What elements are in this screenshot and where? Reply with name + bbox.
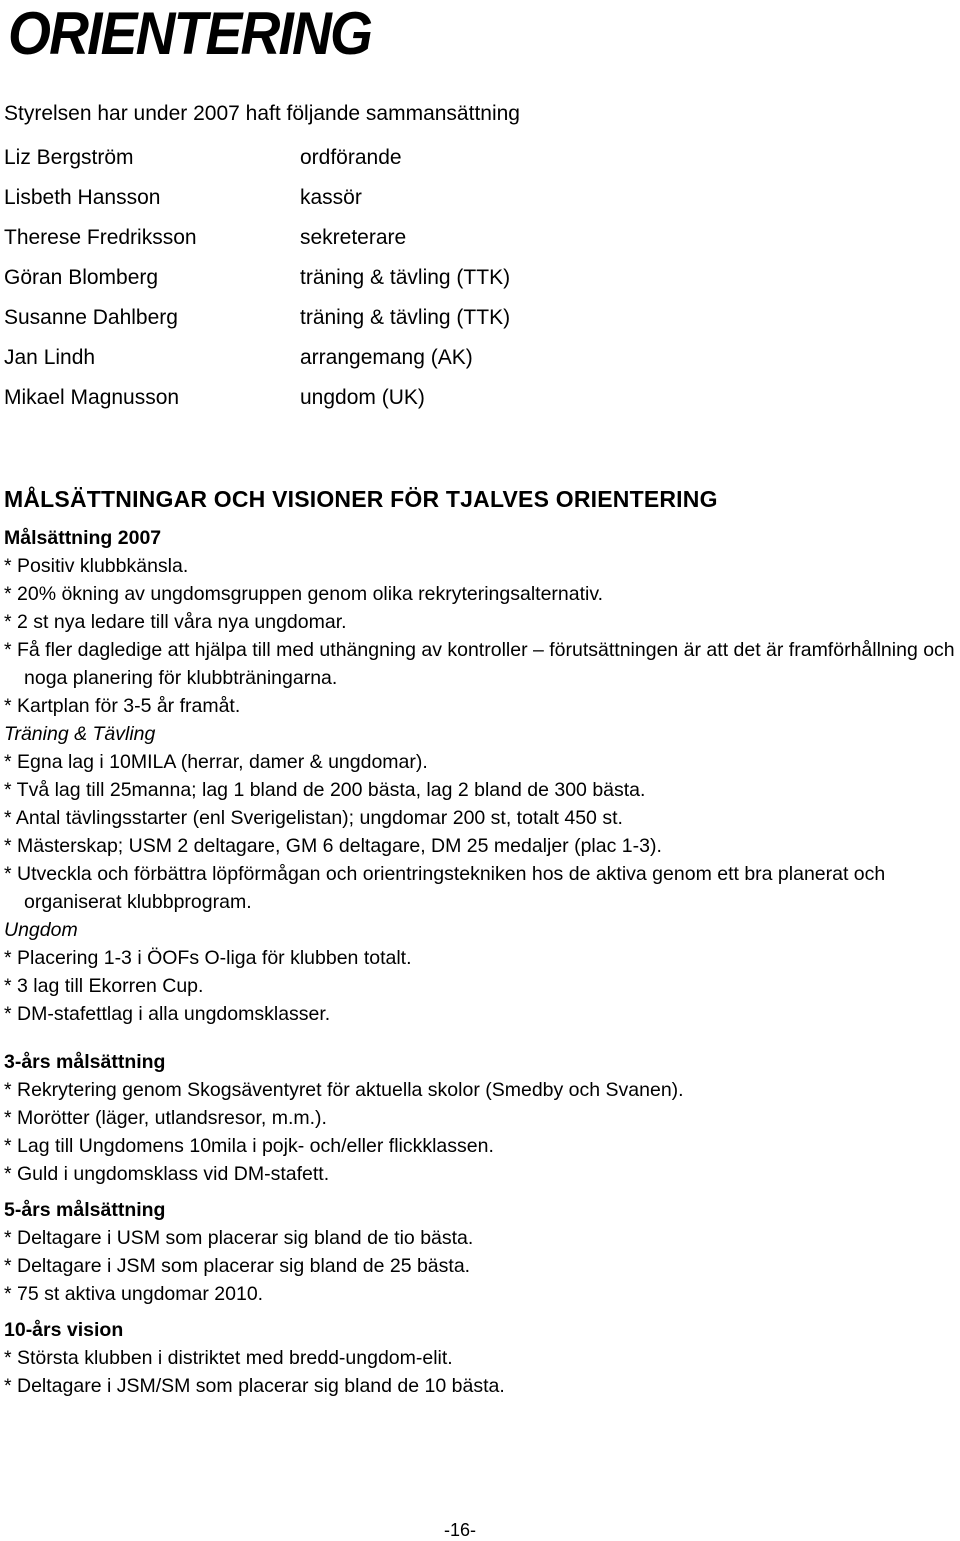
member-role: kassör xyxy=(300,186,362,209)
ten-year-heading: 10-års vision xyxy=(4,1319,124,1341)
member-name: Susanne Dahlberg xyxy=(4,306,178,329)
list-item: * Två lag till 25manna; lag 1 bland de 200 bästa, lag 2 bland de 300 bästa. xyxy=(4,779,646,801)
goal-2007-heading: Målsättning 2007 xyxy=(4,527,162,549)
three-year-list xyxy=(4,1076,960,1188)
board-member xyxy=(4,338,704,378)
member-name: Therese Fredriksson xyxy=(4,226,197,249)
board-member xyxy=(4,178,704,218)
member-name: Lisbeth Hansson xyxy=(4,186,161,209)
youth-heading: Ungdom xyxy=(4,919,78,941)
list-item: * 75 st aktiva ungdomar 2010. xyxy=(4,1283,264,1305)
list-item: * Deltagare i JSM som placerar sig bland de 25 bästa. xyxy=(4,1255,471,1277)
five-year-list xyxy=(4,1224,960,1308)
list-item: * Utveckla och förbättra löpförmågan och orientringstekniken hos de aktiva genom ett bra planerat och organiserat klubbprogram. xyxy=(4,863,886,913)
list-item: * Guld i ungdomsklass vid DM-stafett. xyxy=(4,1163,330,1185)
member-name: Mikael Magnusson xyxy=(4,386,180,409)
member-role: ordförande xyxy=(300,146,402,169)
member-role: träning & tävling (TTK) xyxy=(300,306,511,329)
member-name: Liz Bergström xyxy=(4,146,134,169)
list-item: * Morötter (läger, utlandsresor, m.m.). xyxy=(4,1107,327,1129)
member-role: träning & tävling (TTK) xyxy=(300,266,511,289)
ten-year-list xyxy=(4,1344,960,1400)
list-item: * Deltagare i USM som placerar sig bland de tio bästa. xyxy=(4,1227,474,1249)
page-title: ORIENTERING xyxy=(8,0,372,67)
list-item: * Deltagare i JSM/SM som placerar sig bland de 10 bästa. xyxy=(4,1375,505,1397)
list-item: * 3 lag till Ekorren Cup. xyxy=(4,975,204,997)
board-member xyxy=(4,298,704,338)
page-number: -16- xyxy=(443,1520,476,1540)
list-item: * 20% ökning av ungdomsgruppen genom olika rekryteringsalternativ. xyxy=(4,583,604,605)
list-item: * Antal tävlingsstarter (enl Sverigelistan); ungdomar 200 st, totalt 450 st. xyxy=(4,807,623,829)
youth-list xyxy=(4,944,960,1028)
list-item: * 2 st nya ledare till våra nya ungdomar. xyxy=(4,611,347,633)
list-item: * Mästerskap; USM 2 deltagare, GM 6 deltagare, DM 25 medaljer (plac 1-3). xyxy=(4,835,662,857)
list-item: * Rekrytering genom Skogsäventyret för aktuella skolor (Smedby och Svanen). xyxy=(4,1079,684,1101)
member-role: sekreterare xyxy=(300,226,407,249)
member-name: Jan Lindh xyxy=(4,346,96,369)
board-member xyxy=(4,218,704,258)
training-list xyxy=(4,748,960,916)
list-item: * Placering 1-3 i ÖOFs O-liga för klubben totalt. xyxy=(4,947,412,969)
board-list xyxy=(4,138,704,418)
list-item: * Lag till Ungdomens 10mila i pojk- och/eller flickklassen. xyxy=(4,1135,494,1157)
five-year-heading: 5-års målsättning xyxy=(4,1199,166,1221)
board-intro: Styrelsen har under 2007 haft följande sammansättning xyxy=(4,102,520,125)
goals-section xyxy=(4,484,960,1400)
goal-2007-list xyxy=(4,552,960,720)
board-member xyxy=(4,378,704,418)
list-item: * Egna lag i 10MILA (herrar, damer & ungdomar). xyxy=(4,751,428,773)
board-member xyxy=(4,138,704,178)
list-item: * Största klubben i distriktet med bredd-ungdom-elit. xyxy=(4,1347,453,1369)
list-item: * Positiv klubbkänsla. xyxy=(4,555,189,577)
list-item: * DM-stafettlag i alla ungdomsklasser. xyxy=(4,1003,331,1025)
list-item: * Kartplan för 3-5 år framåt. xyxy=(4,695,241,717)
training-heading: Träning & Tävling xyxy=(4,723,156,745)
member-role: ungdom (UK) xyxy=(300,386,425,409)
member-name: Göran Blomberg xyxy=(4,266,159,289)
board-member xyxy=(4,258,704,298)
three-year-heading: 3-års målsättning xyxy=(4,1051,166,1073)
member-role: arrangemang (AK) xyxy=(300,346,473,369)
goals-heading: MÅLSÄTTNINGAR OCH VISIONER FÖR TJALVES ORIENTERING xyxy=(4,486,718,512)
list-item: * Få fler dagledige att hjälpa till med uthängning av kontroller – förutsättningen är att det är framförhållning och noga planering för klubbträningarna. xyxy=(4,639,955,689)
